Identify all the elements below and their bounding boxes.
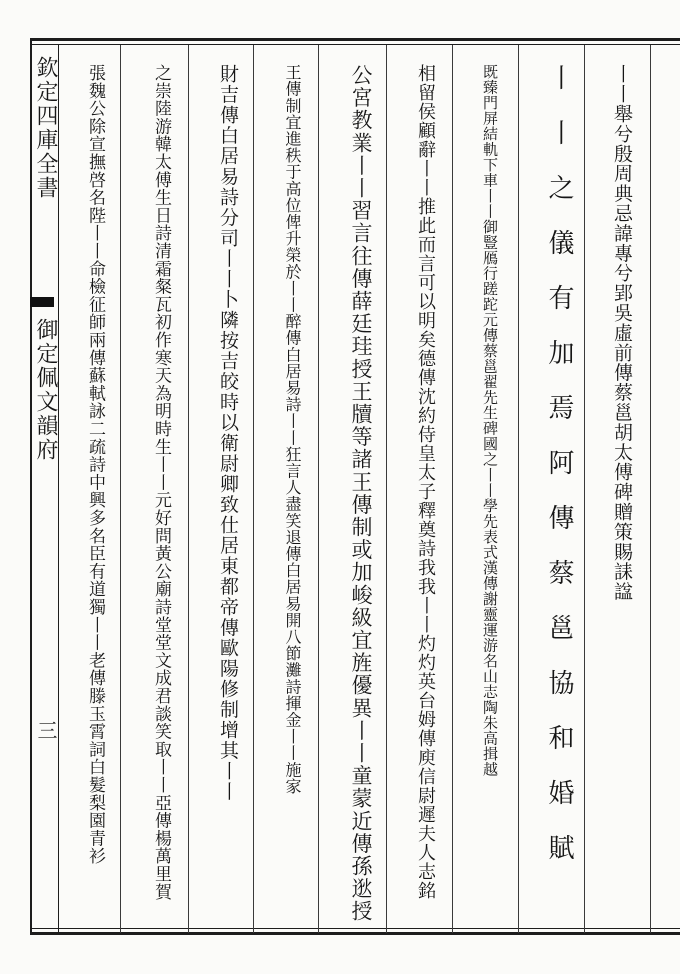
column-separator bbox=[518, 45, 519, 933]
column-separator bbox=[452, 45, 453, 933]
fishtail-band bbox=[30, 297, 54, 307]
left-border-inner bbox=[58, 44, 59, 932]
bottom-border bbox=[30, 932, 680, 935]
column-separator bbox=[253, 45, 254, 933]
column-separator bbox=[318, 45, 319, 933]
column-separator bbox=[650, 45, 651, 933]
text-column-2: 丨丨之儀有加焉阿傳蔡邕協和婚賦 bbox=[544, 64, 574, 889]
top-border-inner bbox=[30, 44, 680, 45]
bottom-border-inner bbox=[30, 928, 680, 929]
top-border bbox=[30, 38, 680, 41]
left-border bbox=[30, 38, 32, 935]
page-number: 三 bbox=[34, 720, 58, 740]
column-separator bbox=[188, 45, 189, 933]
text-column-7: 財吉傳白居易詩分司丨丨卜隣按吉皎時以衛尉卿致仕居東都帝傳歐陽修制增其丨丨 bbox=[217, 64, 239, 802]
margin-side-title: 御定佩文韻府 bbox=[33, 318, 58, 462]
text-column-9: 張魏公除宣撫啓名陛丨丨命檢征師兩傳蘇軾詠二疏詩中興多名臣有道獨丨丨老傳滕玉霄詞白髮梨園青衫 bbox=[85, 64, 105, 865]
column-separator bbox=[386, 45, 387, 933]
text-column-3: 既臻門屏結軌下車丨丨御豎鴈行蹉跎元傳蔡邕翟先生碑國之丨丨學先表式漢傳謝靈運游名山志陶朱高揖越 bbox=[481, 64, 499, 777]
text-column-6: 王傳制宜進秩于高位俾升榮於丨丨醉傳白居易詩丨丨狂言人盡笑退傳白居易開八節灘詩揮金丨丨施家 bbox=[283, 64, 302, 795]
text-column-5: 公宮教業丨丨習言往傳薛廷珪授王牘等諸王傳制或加峻級宜旌優異丨丨童蒙近傳孫逖授 bbox=[349, 64, 373, 923]
text-column-1: 丨丨舉兮殷周典忌諱專兮郢吳虛前傳蔡邕胡太傅碑贈策賜誄諡 bbox=[611, 64, 633, 602]
column-separator bbox=[584, 45, 585, 933]
column-separator bbox=[120, 45, 121, 933]
text-column-8: 之崇陸游韓太傅生日詩清霜粲瓦初作寒天為明時生丨丨元好問黃公廟詩堂堂文成君談笑取丨丨亞傳楊萬里賀 bbox=[151, 64, 171, 901]
text-column-4: 相留侯顧辭丨丨推此而言可以明矣德傳沈約侍皇太子釋奠詩我我丨丨灼灼英台姆傳庾信尉遲夫人志銘 bbox=[415, 64, 436, 900]
margin-top-title: 欽定四庫全書 bbox=[33, 56, 58, 200]
